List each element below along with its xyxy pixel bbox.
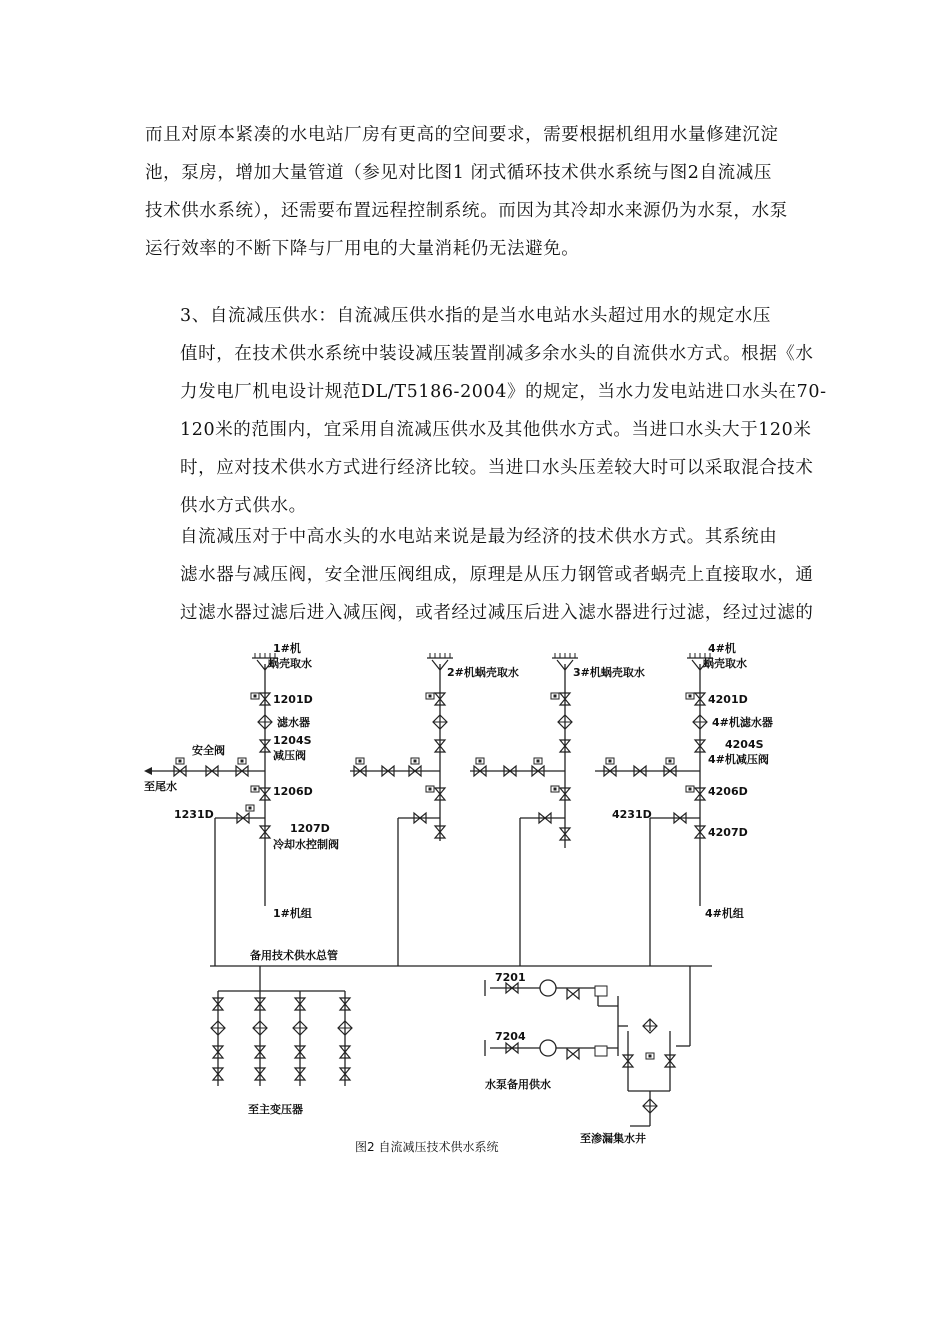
label-safety-valve: 安全阀 [192, 744, 225, 757]
text-line: 运行效率的不断下降与厂用电的大量消耗仍无法避免。 [145, 239, 580, 259]
label-unit4-intake: 蜗壳取水 [703, 657, 747, 670]
paragraph-3 [145, 518, 814, 632]
label-unit3-intake: 3#机蜗壳取水 [573, 666, 645, 679]
label-valve-1231d: 1231D [174, 808, 214, 821]
text-line: 力发电厂机电设计规范DL/T5186-2004》的规定，当水力发电站进口水头在70- [180, 382, 827, 402]
label-unit1-intake: 1#机 [273, 642, 301, 655]
label-pump-standby: 水泵备用供水 [485, 1078, 551, 1091]
text-line: 池，泵房，增加大量管道（参见对比图1 闭式循环技术供水系统与图2自流减压 [145, 163, 772, 183]
label-unit1: 1#机组 [273, 907, 312, 920]
figure-caption: 图2 自流减压技术供水系统 [355, 1140, 499, 1154]
text-line: 过滤水器过滤后进入减压阀，或者经过减压后进入滤水器进行过滤，经过过滤的 [180, 603, 814, 623]
label-valve-4207d: 4207D [708, 826, 748, 839]
text-line: 自流减压对于中高水头的水电站来说是最为经济的技术供水方式。其系统由 [180, 527, 778, 547]
diagram-labels [144, 641, 773, 1154]
text-line: 而且对原本紧凑的水电站厂房有更高的空间要求，需要根据机组用水量修建沉淀 [145, 125, 779, 145]
label-standby-header: 备用技术供水总管 [250, 949, 338, 962]
paragraph-2 [145, 297, 827, 525]
label-valve-1206d: 1206D [273, 785, 313, 798]
label-tailwater: 至尾水 [144, 780, 177, 793]
text-line: 时，应对技术供水方式进行经济比较。当进口水头压差较大时可以采取混合技术 [180, 458, 814, 478]
label-valve-4204s: 4204S [725, 738, 764, 751]
label-unit4-intake: 4#机 [708, 642, 736, 655]
text-line: 3、自流减压供水：自流减压供水指的是当水电站水头超过用水的规定水压 [180, 306, 771, 326]
text-line: 技术供水系统），还需要布置远程控制系统。而因为其冷却水来源仍为水泵，水泵 [145, 201, 788, 221]
text-line: 供水方式供水。 [180, 496, 307, 516]
label-unit4: 4#机组 [705, 907, 744, 920]
label-valve-1201d: 1201D [273, 693, 313, 706]
label-valve-7201: 7201 [495, 971, 526, 984]
label-valve-4206d: 4206D [708, 785, 748, 798]
label-filter-4: 4#机滤水器 [712, 716, 773, 729]
piping [150, 664, 712, 1126]
label-prv-1: 减压阀 [273, 749, 306, 762]
paragraph-1 [145, 116, 810, 268]
label-valve-7204: 7204 [495, 1030, 526, 1043]
label-prv-4: 4#机减压阀 [708, 753, 769, 766]
label-valve-1207d: 1207D [290, 822, 330, 835]
label-to-transformer: 至主变压器 [248, 1103, 303, 1116]
label-unit1-intake: 蜗壳取水 [268, 657, 312, 670]
label-valve-4201d: 4201D [708, 693, 748, 706]
label-valve-1204s: 1204S [273, 734, 312, 747]
label-to-sump: 至渗漏集水井 [580, 1132, 646, 1145]
label-cooling-valve: 冷却水控制阀 [273, 838, 339, 851]
water-supply-system-diagram [140, 636, 820, 1166]
label-valve-4231d: 4231D [612, 808, 652, 821]
label-unit2-intake: 2#机蜗壳取水 [447, 666, 519, 679]
text-line: 滤水器与减压阀，安全泄压阀组成，原理是从压力钢管或者蜗壳上直接取水，通 [180, 565, 814, 585]
text-line: 120米的范围内，宜采用自流减压供水及其他供水方式。当进口水头大于120米 [180, 420, 812, 440]
label-filter-1: 滤水器 [277, 716, 310, 729]
text-line: 值时，在技术供水系统中装设减压装置削减多余水头的自流供水方式。根据《水 [180, 344, 814, 364]
